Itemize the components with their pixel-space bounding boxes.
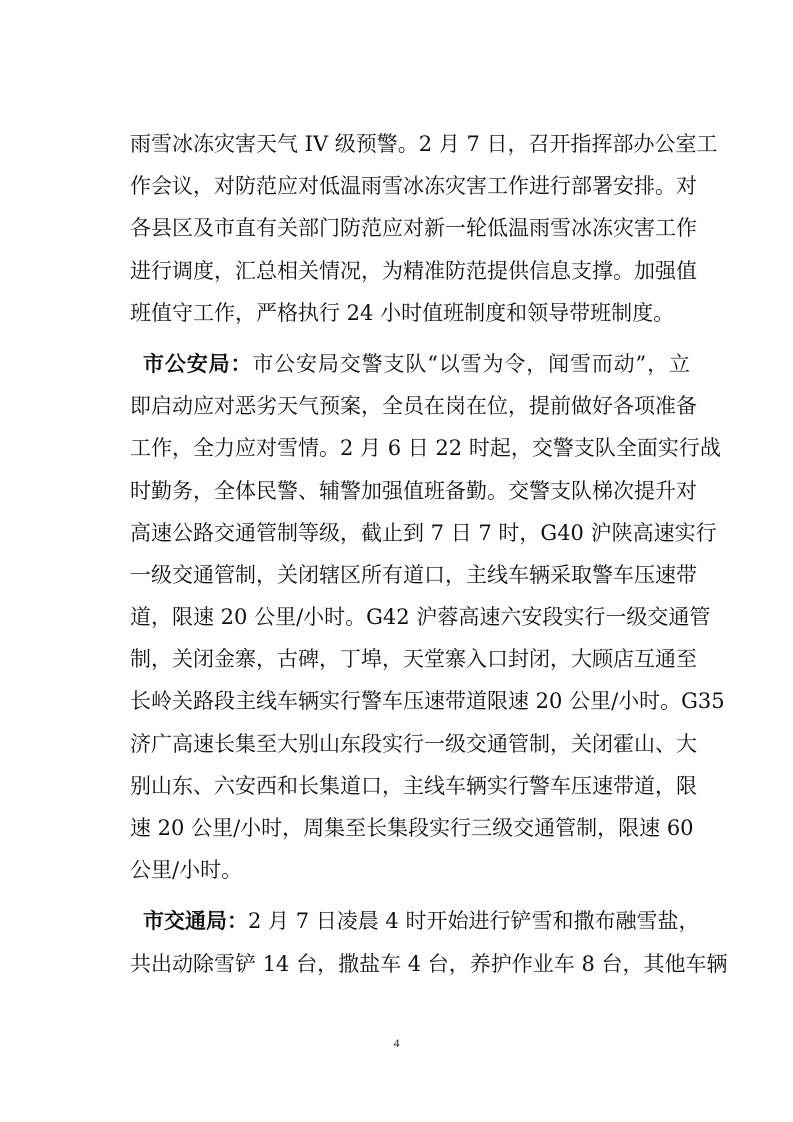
text-line: 工作，全力应对雪情。2 月 6 日 22 时起，交警支队全面实行战 [130,436,721,461]
text-line: 高速公路交通管制等级，截止到 7 日 7 时，G40 沪陕高速实行 [130,520,717,545]
text-line: 济广高速长集至大别山东段实行一级交通管制，关闭霍山、大 [130,731,697,756]
text-line: 共出动除雪铲 14 台，撒盐车 4 台，养护作业车 8 台，其他车辆 [130,951,728,976]
paragraph-text: 2 月 7 日凌晨 4 时开始进行铲雪和撒布融雪盐， [248,909,700,934]
text-line: 班值守工作，严格执行 24 小时值班制度和领导带班制度。 [130,300,675,325]
body-text [130,123,728,985]
paragraph-text: 市公安局交警支队“以雪为令，闻雪而动”，立 [252,351,690,376]
text-line: 时勤务，全体民警、辅警加强值班备勤。交警支队梯次提升对 [130,478,697,503]
text-line: 道，限速 20 公里/小时。G42 沪蓉高速六安段实行一级交通管 [130,605,711,630]
text-line: 一级交通管制，关闭辖区所有道口，主线车辆采取警车压速带 [130,562,697,587]
text-line: 速 20 公里/小时，周集至长集段实行三级交通管制，限速 60 [130,816,694,840]
paragraph-heading: 市公安局： [143,351,253,376]
text-line: 长岭关路段主线车辆实行警车压速带道限速 20 公里/小时。G35 [130,689,725,714]
text-line: 作会议，对防范应对低温雨雪冰冻灾害工作进行部署安排。对 [130,174,697,199]
paragraph-transport-bureau [130,900,728,984]
text-line: 各县区及市直有关部门防范应对新一轮低温雨雪冰冻灾害工作 [130,216,697,241]
page-number: 4 [393,1036,400,1050]
paragraph-heading: 市交通局： [143,909,248,934]
text-line: 别山东、六安西和长集道口，主线车辆实行警车压速带道，限 [130,773,697,798]
text-line: 制，关闭金寨，古碑，丁埠，天堂寨入口封闭，大顾店互通至 [130,647,697,672]
paragraph-public-security [130,343,725,891]
paragraph-first-line [130,900,700,942]
text-line: 进行调度，汇总相关情况，为精准防范提供信息支撑。加强值 [130,258,697,283]
paragraph-command-office [130,123,718,334]
text-line: 雨雪冰冻灾害天气 IV 级预警。2 月 7 日，召开指挥部办公室工 [130,132,718,156]
paragraph-first-line [130,343,690,385]
text-line: 即启动应对恶劣天气预案，全员在岗在位，提前做好各项准备 [130,394,697,419]
text-line: 公里/小时。 [130,858,243,883]
